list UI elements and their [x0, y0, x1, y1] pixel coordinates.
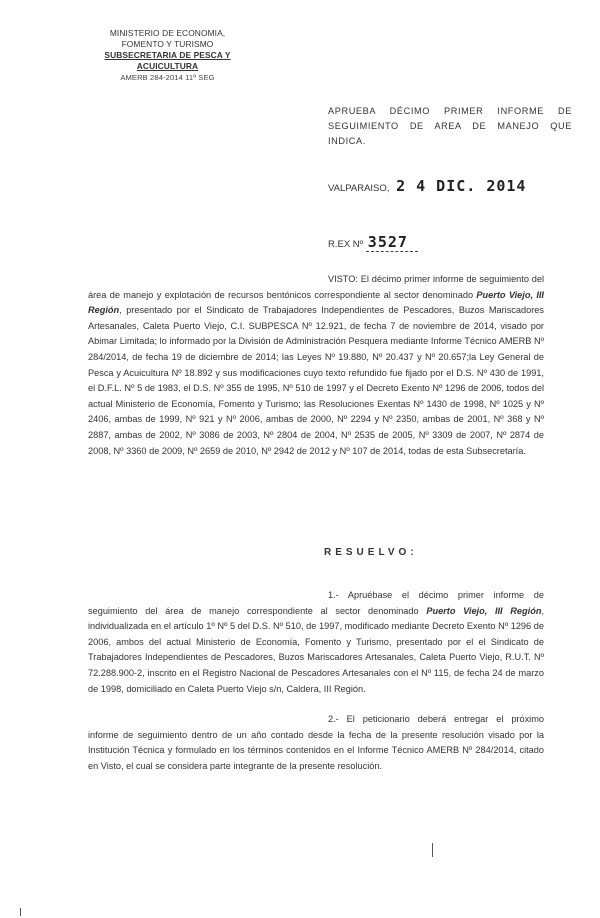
subject-line-2: SEGUIMIENTO DE AREA DE MANEJO QUE INDICA.: [328, 121, 572, 146]
scan-artifact-mark: [20, 908, 21, 916]
ministry-line-2: FOMENTO Y TURISMO: [121, 39, 214, 49]
resolution-label: R.EX Nº: [328, 239, 364, 250]
visto-paragraph: [88, 272, 544, 459]
file-reference: AMERB 284-2014 11º SEG: [120, 73, 215, 82]
city: VALPARAISO,: [328, 183, 390, 194]
resolution-number: [328, 233, 418, 251]
subject-line-1: APRUEBA DÉCIMO PRIMER INFORME DE: [328, 106, 572, 116]
date-stamp: 2 4 DIC. 2014: [396, 177, 527, 195]
ministry-line-1: MINISTERIO DE ECONOMIA,: [109, 28, 226, 38]
visto-text-a: El décimo primer informe de seguimiento del área de manejo y explotación de recursos bentónicos correspondiente al sector denominado: [88, 274, 544, 300]
resolution-number-stamp: 3527: [366, 233, 418, 252]
resolution-paragraph-2: 2.- El peticionario deberá entregar el próximo informe de seguimiento dentro de un año contado desde la fecha de la presente resolución visado por la Institución Técnica y formulado en los términos contenidos en el Informe Técnico AMERB Nº 284/2014, citado en Visto, el cual se considera parte integrante de la presente resolución.: [88, 714, 544, 771]
resolution-subject: [328, 104, 572, 149]
visto-sector: Puerto Viejo, III Región: [88, 289, 544, 316]
scan-artifact-mark: [432, 843, 433, 857]
para1-text-b: , individualizada en el artículo 1º Nº 5 del D.S. Nº 510, de 1997, modificado mediante Decreto Exento Nº 1296 de 2006, ambos del actual Ministerio de Economía, Fomento y Turismo, presentado por el el Sindicato de Trabajadores Independientes de Pescadores, Buzos Mariscadores Artesanales, Caleta Puerto Viejo, R.U.T. Nº 72.288.900-2, inscrito en el Registro Nacional de Pescadores Artesanales con el Nº 115, de fecha 24 de marzo de 1998, domiciliado en Caleta Puerto Viejo s/n, Caldera, III Región.: [88, 605, 544, 694]
resolution-paragraph-1: [88, 588, 544, 697]
visto-lead: VISTO:: [328, 274, 358, 284]
visto-text-b: , presentado por el Sindicato de Trabajadores Independientes de Pescadores, Buzos Mariscadores Artesanales, Caleta Puerto Viejo, C.I. SUBPESCA Nº 12.921, de fecha 7 de noviembre de 2014, visado por Abimar Limitada; lo informado por la División de Administración Pesquera mediante Informe Técnico AMERB Nº 284/2014, de fecha 19 de diciembre de 2014; las Leyes Nº 19.880, Nº 20.437 y Nº 20.657;la Ley General de Pesca y Acuicultura Nº 18.892 y sus modificaciones cuyo texto refundido fue fijado por el D.S. Nº 430 de 1991, el D.F.L. Nº 5 de 1983, el D.S. Nº 355 de 1995, Nº 510 de 1997 y el Decreto Exento Nº 1296 de 2006, todos del actual Ministerio de Economía, Fomento y Turismo; las Resoluciones Exentas Nº 1430 de 1998, Nº 1025 y Nº 2406, ambas de 1999, Nº 921 y Nº 2006, ambas de 2000, Nº 2294 y Nº 2350, ambas de 2001, Nº 368 y Nº 2887, ambas de 2002, Nº 3086 de 2003, Nº 2804 de 2004, Nº 2535 de 2005, Nº 3309 de 2007, Nº 2874 de 2008, Nº 3360 de 2009, Nº 2659 de 2010, Nº 2942 de 2012 y Nº 107 de 2014, todas de esta Subsecretaría.: [88, 305, 544, 456]
place-and-date: [328, 177, 526, 195]
subsecretaria-line: SUBSECRETARIA DE PESCA Y ACUICULTURA: [104, 50, 231, 71]
para1-sector: Puerto Viejo, III Región: [426, 605, 542, 616]
letterhead: [80, 28, 255, 83]
para1-text-a: 1.- Apruébase el décimo primer informe de seguimiento del área de manejo correspondiente al sector denominado: [88, 590, 544, 616]
resuelvo-heading: RESUELVO:: [324, 547, 418, 558]
